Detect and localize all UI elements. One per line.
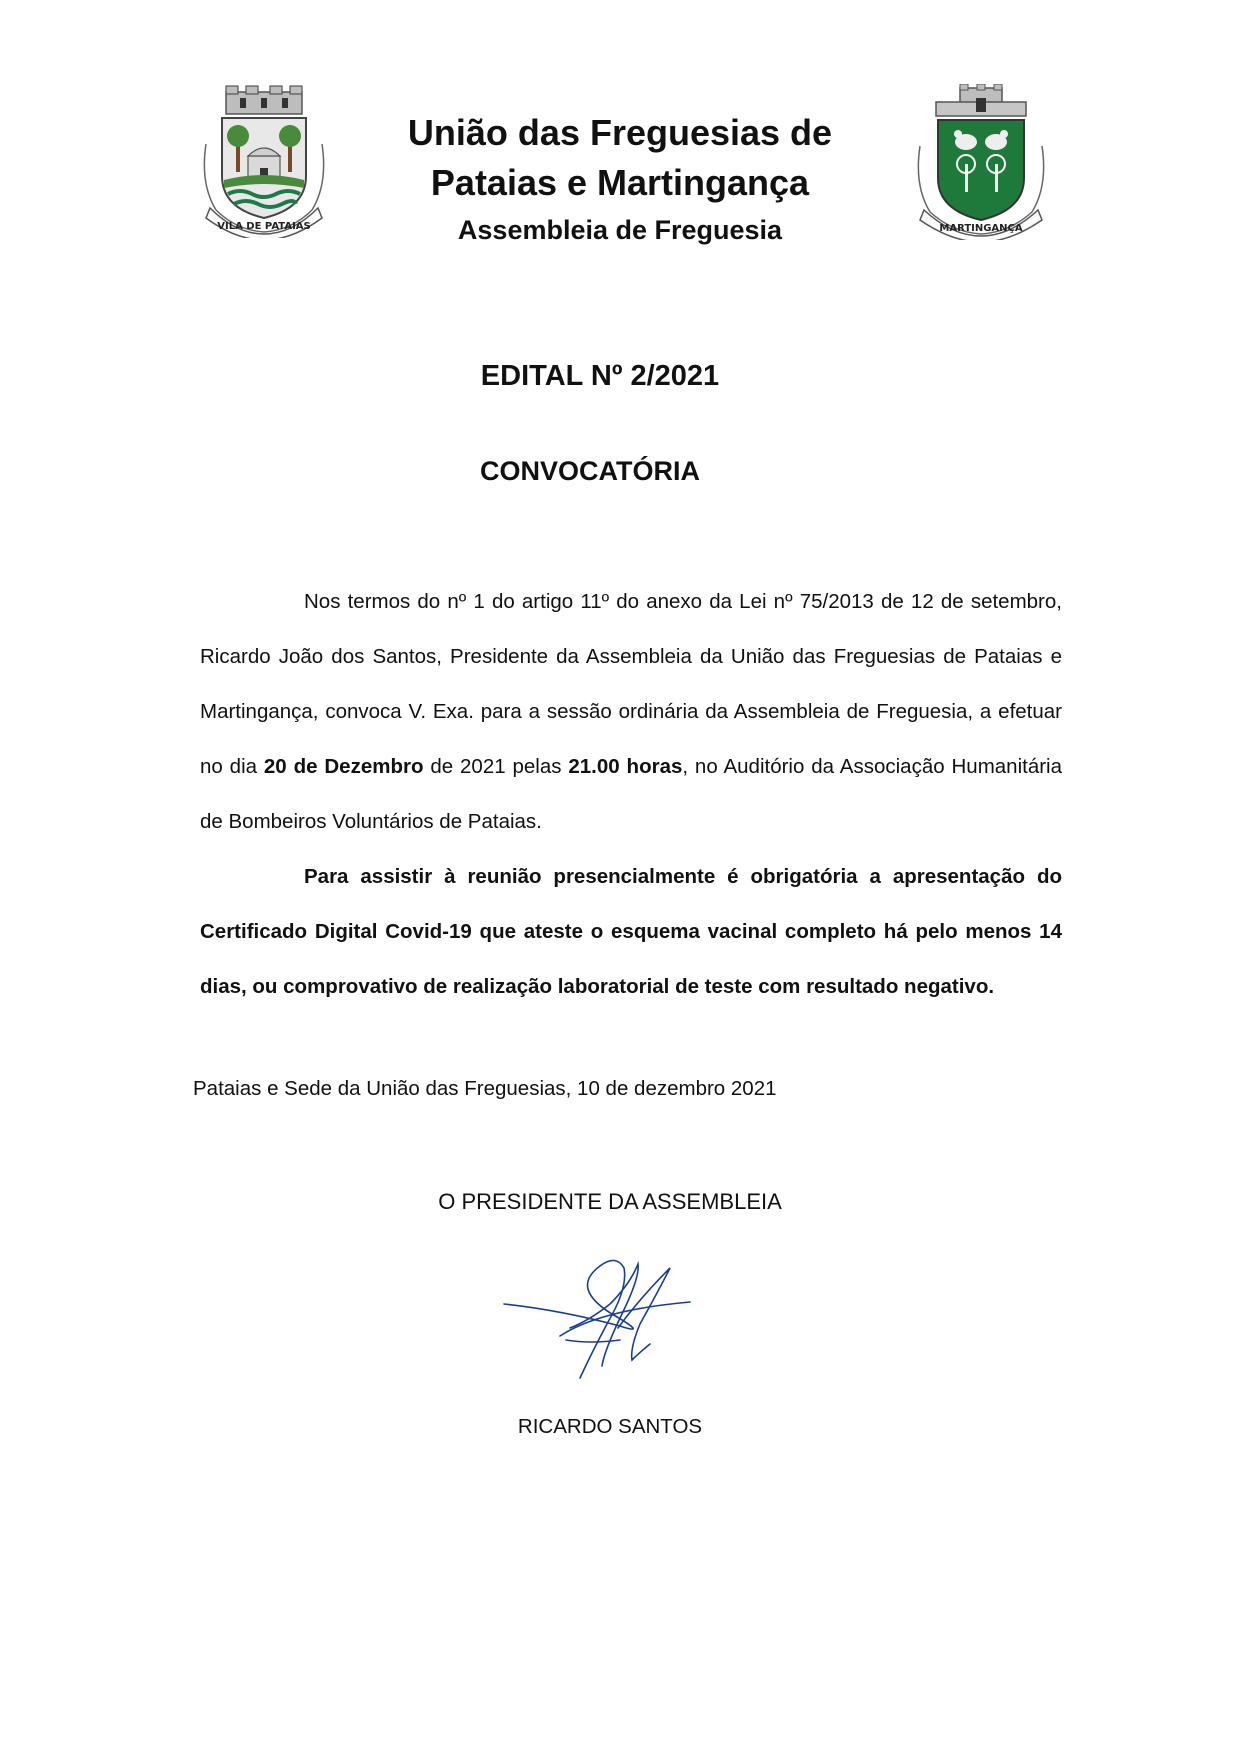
header-title-line1: União das Freguesias de xyxy=(407,112,833,153)
signatory-title: O PRESIDENTE DA ASSEMBLEIA xyxy=(438,1189,782,1214)
header-title-line2: Pataias e Martingança xyxy=(430,162,810,203)
paragraph1-part2: de 2021 pelas xyxy=(423,755,569,778)
document-header xyxy=(360,108,880,252)
meeting-date: 20 de Dezembro xyxy=(263,755,424,778)
paragraph1-part3: , no Auditório da Associação Humanitária de Bombeiros Voluntários de Pataias. xyxy=(200,755,1063,833)
body-text xyxy=(200,574,1062,1014)
crest-left-scroll-text: VILA DE PATAIAS xyxy=(217,221,311,232)
signatory-name: RICARDO SANTOS xyxy=(517,1415,703,1438)
paragraph-covid-requirement: Para assistir à reunião presencialmente é obrigatória a apresentação do Certificado Digital Covid-19 que ateste o esquema vacinal completo há pelo menos 14 dias, ou comprovativo de realização laboratorial de teste com resultado negativo. xyxy=(200,865,1062,998)
paragraph-convocation xyxy=(200,574,1062,849)
convocatoria-subtitle: CONVOCATÓRIA xyxy=(480,456,700,486)
crest-right-scroll-text: MARTINGANÇA xyxy=(939,223,1023,234)
martinganca-coat-of-arms-icon xyxy=(906,84,1056,240)
header-subtitle: Assembleia de Freguesia xyxy=(457,215,783,245)
edital-title: EDITAL Nº 2/2021 xyxy=(480,360,720,392)
meeting-time: 21.00 horas xyxy=(568,755,683,778)
handwritten-signature-icon xyxy=(500,1248,700,1388)
paragraph1-part1: Nos termos do nº 1 do artigo 11º do anexo da Lei nº 75/2013 de 12 de setembro, Ricardo João dos Santos, Presidente da Assembleia da União das Freguesias de Pataias e Martingança, convoca V. Exa. para a sessão ordinária da Assembleia de Freguesia, a efetuar no dia xyxy=(200,590,1062,778)
place-date: Pataias e Sede da União das Freguesias, 10 de dezembro 2021 xyxy=(193,1077,777,1100)
pataias-coat-of-arms-icon xyxy=(196,84,332,238)
